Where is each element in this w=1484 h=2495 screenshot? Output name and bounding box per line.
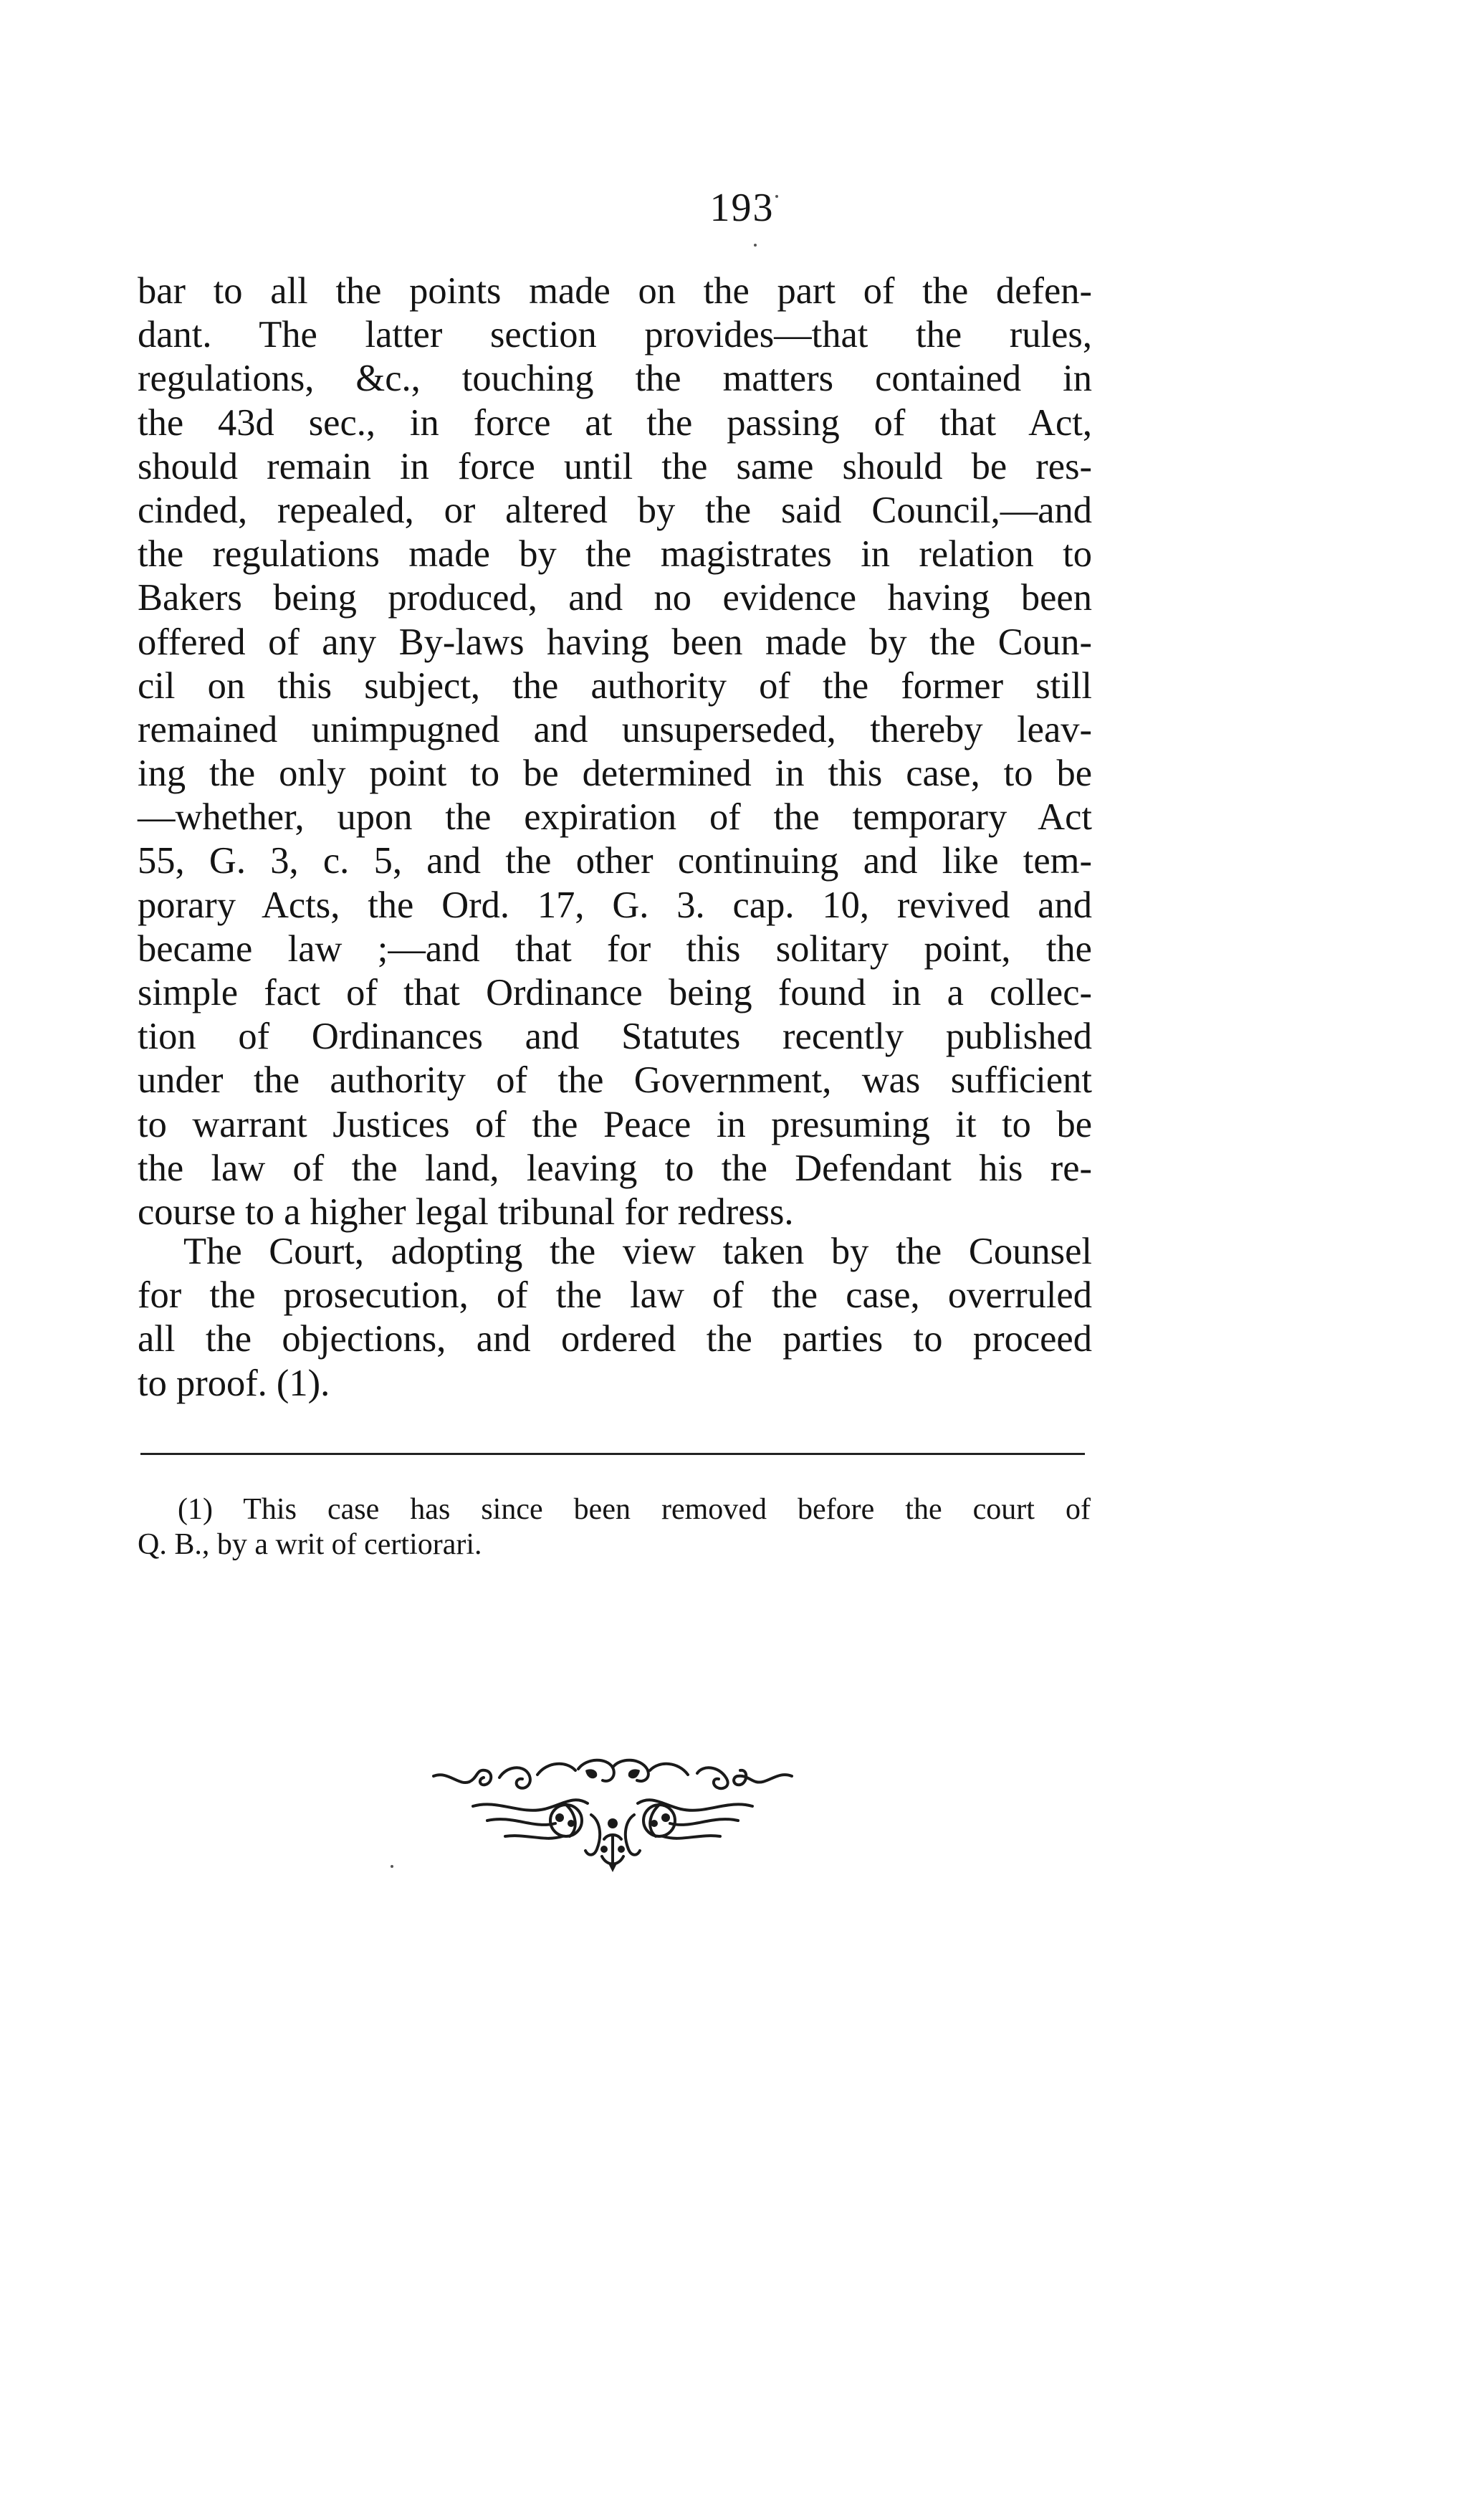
text-line: dant. The latter section provides—that the rules, bbox=[138, 314, 1092, 356]
paper-speck bbox=[775, 195, 778, 198]
text-line: tion of Ordinances and Statutes recently published bbox=[138, 1016, 1092, 1058]
text-line: the law of the land, leaving to the Defendant his re- bbox=[138, 1147, 1092, 1189]
text-line: 55, G. 3, c. 5, and the other continuing and like tem- bbox=[138, 840, 1092, 882]
footnote bbox=[138, 1492, 1091, 1563]
footnote-rule bbox=[140, 1453, 1085, 1455]
text-line: the 43d sec., in force at the passing of that Act, bbox=[138, 401, 1092, 444]
paper-speck bbox=[391, 1865, 393, 1868]
text-line: became law ;—and that for this solitary point, the bbox=[138, 927, 1092, 970]
paper-speck bbox=[754, 244, 757, 247]
body-paragraph-2 bbox=[138, 1230, 1092, 1406]
text-line: cil on this subject, the authority of the former still bbox=[138, 664, 1092, 707]
text-line: regulations, &c., touching the matters contained in bbox=[138, 358, 1092, 400]
text-line: the regulations made by the magistrates in relation to bbox=[138, 533, 1092, 576]
text-line: under the authority of the Government, was sufficient bbox=[138, 1059, 1092, 1102]
text-line: porary Acts, the Ord. 17, G. 3. cap. 10, revived and bbox=[138, 884, 1092, 926]
text-line: ing the only point to be determined in this case, to be bbox=[138, 753, 1092, 795]
text-line: simple fact of that Ordinance being found in a collec- bbox=[138, 972, 1092, 1013]
body-paragraph-1 bbox=[138, 269, 1092, 1234]
text-line: course to a higher legal tribunal for redress. bbox=[138, 1191, 794, 1233]
text-line: to proof. (1). bbox=[138, 1362, 330, 1404]
footnote-line: (1) This case has since been removed before the court of bbox=[178, 1493, 1091, 1526]
text-line: to warrant Justices of the Peace in presuming it to be bbox=[138, 1103, 1092, 1145]
page-number: 193 bbox=[709, 186, 775, 230]
decorative-ornament-icon bbox=[419, 1749, 806, 1878]
text-line: Bakers being produced, and no evidence having been bbox=[138, 577, 1092, 619]
text-line: —whether, upon the expiration of the temporary Act bbox=[138, 796, 1092, 839]
text-line: all the objections, and ordered the parties to proceed bbox=[138, 1318, 1092, 1360]
footnote-line: Q. B., by a writ of certiorari. bbox=[138, 1528, 482, 1561]
text-line: bar to all the points made on the part of the defen- bbox=[138, 270, 1092, 312]
text-line: cinded, repealed, or altered by the said Council,—and bbox=[138, 489, 1092, 531]
text-line: offered of any By-laws having been made by the Coun- bbox=[138, 621, 1092, 663]
text-line: should remain in force until the same should be res- bbox=[138, 445, 1092, 487]
text-line: for the prosecution, of the law of the case, overruled bbox=[138, 1274, 1092, 1317]
text-line: remained unimpugned and unsuperseded, thereby leav- bbox=[138, 708, 1092, 750]
text-line: The Court, adopting the view taken by the Counsel bbox=[183, 1231, 1092, 1272]
